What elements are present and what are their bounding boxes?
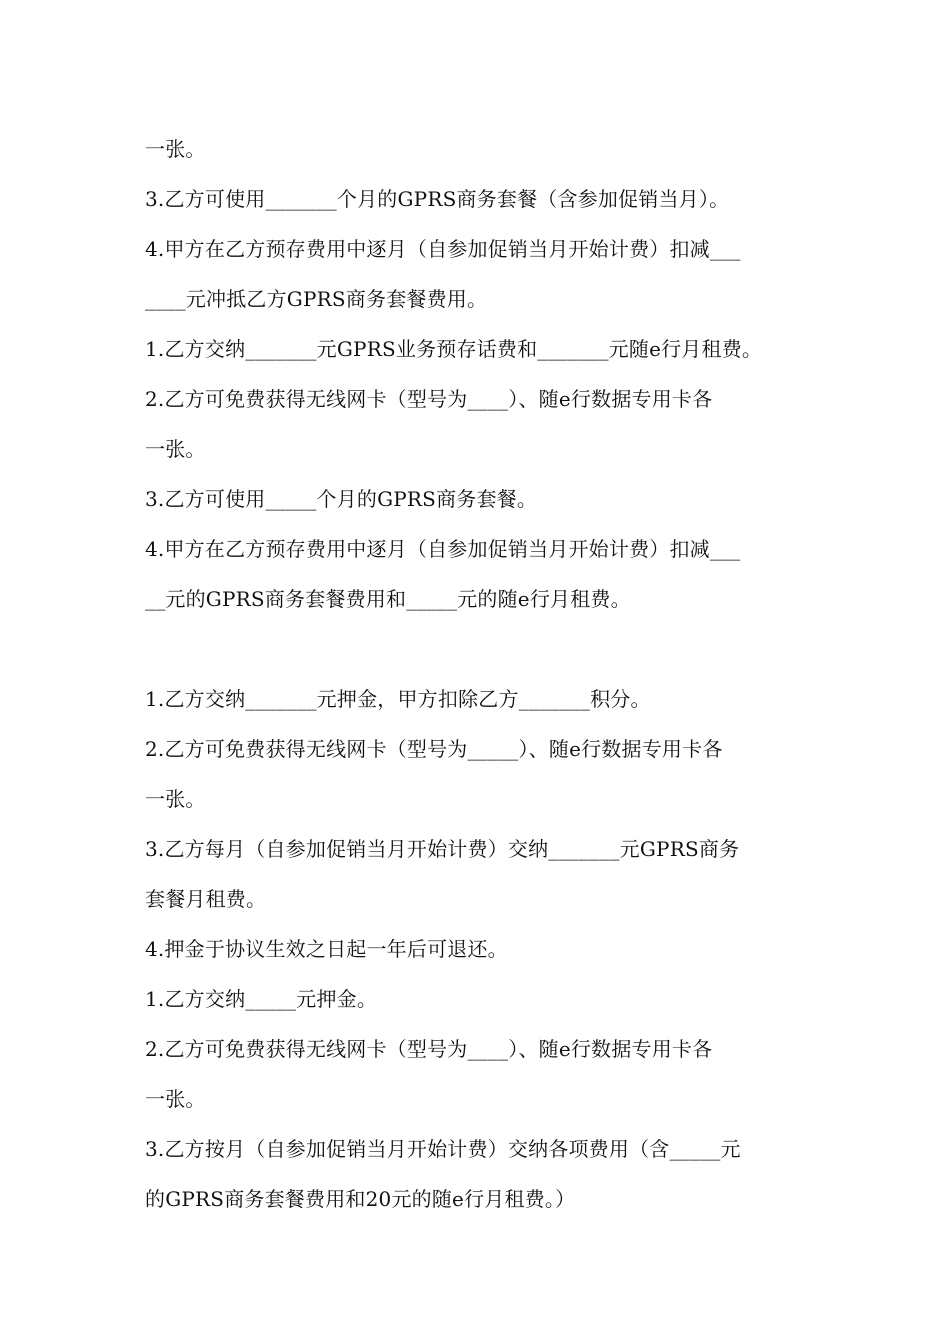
text-line: 4.甲方在乙方预存费用中逐月（自参加促销当月开始计费）扣减___: [145, 537, 741, 561]
text-line: 3.乙方可使用_____个月的GPRS商务套餐。: [145, 487, 538, 511]
text-line: 2.乙方可免费获得无线网卡（型号为____）、随e行数据专用卡各: [145, 387, 713, 411]
text-line: 4.押金于协议生效之日起一年后可退还。: [145, 937, 508, 961]
text-line: 套餐月租费。: [145, 887, 267, 911]
text-line: ____元冲抵乙方GPRS商务套餐费用。: [145, 287, 488, 311]
text-line: 3.乙方可使用_______个月的GPRS商务套餐（含参加促销当月）。: [145, 187, 730, 211]
text-line: 一张。: [145, 137, 206, 161]
text-line: 1.乙方交纳_____元押金。: [145, 987, 378, 1011]
text-line: 3.乙方每月（自参加促销当月开始计费）交纳_______元GPRS商务: [145, 837, 740, 861]
text-line: 一张。: [145, 787, 206, 811]
document-body: [145, 124, 813, 1224]
text-line: 2.乙方可免费获得无线网卡（型号为_____）、随e行数据专用卡各: [145, 737, 723, 761]
checkbox-line: [145, 624, 813, 674]
text-line: __元的GPRS商务套餐费用和_____元的随e行月租费。: [145, 587, 631, 611]
text-line: 4.甲方在乙方预存费用中逐月（自参加促销当月开始计费）扣减___: [145, 237, 741, 261]
text-line: 一张。: [145, 437, 206, 461]
text-line: 1.乙方交纳_______元GPRS业务预存话费和_______元随e行月租费。: [145, 337, 763, 361]
text-line: 2.乙方可免费获得无线网卡（型号为____）、随e行数据专用卡各: [145, 1037, 713, 1061]
text-line: 的GPRS商务套餐费用和20元的随e行月租费。）: [145, 1187, 576, 1211]
text-line: 1.乙方交纳_______元押金，甲方扣除乙方_______积分。: [145, 687, 651, 711]
text-line: 一张。: [145, 1087, 206, 1111]
text-line: 3.乙方按月（自参加促销当月开始计费）交纳各项费用（含_____元: [145, 1137, 741, 1161]
